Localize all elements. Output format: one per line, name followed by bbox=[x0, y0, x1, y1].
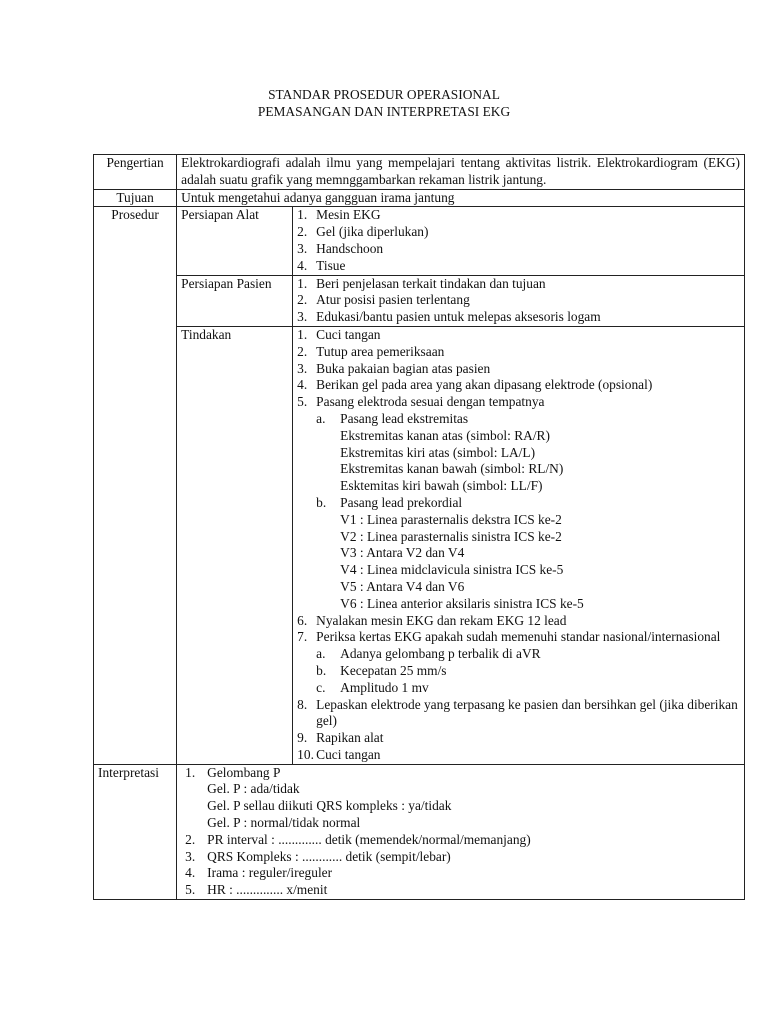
lead-ekstremitas-ra: Ekstremitas kanan atas (simbol: RA/R) bbox=[340, 427, 550, 443]
lead-v3: V3 : Antara V2 dan V4 bbox=[340, 545, 465, 561]
list-item: 5. Pasang elektroda sesuai dengan tempatnya bbox=[297, 394, 545, 410]
row-interpretasi bbox=[94, 764, 745, 899]
list-item: 2. PR interval : ............. detik (memendek/normal/memanjang) bbox=[185, 831, 531, 847]
list-item: 2. Atur posisi pasien terlentang bbox=[297, 292, 470, 308]
title-line-1: STANDAR PROSEDUR OPERASIONAL bbox=[268, 87, 500, 102]
label-pengertian: Pengertian bbox=[94, 155, 177, 190]
row-persiapan-pasien bbox=[94, 275, 745, 326]
list-item: 4. Irama : reguler/ireguler bbox=[185, 865, 333, 881]
sub-item: c. Amplitudo 1 mv bbox=[316, 679, 429, 695]
lead-ekstremitas-ll: Esktemitas kiri bawah (simbol: LL/F) bbox=[340, 478, 543, 494]
list-item: 4. Berikan gel pada area yang akan dipasang elektrode (opsional) bbox=[297, 377, 653, 393]
label-tujuan: Tujuan bbox=[94, 189, 177, 207]
sop-table bbox=[93, 154, 745, 900]
list-item: 5. HR : .............. x/menit bbox=[185, 882, 328, 898]
list-item: 2. Tutup area pemeriksaan bbox=[297, 343, 445, 359]
lead-v2: V2 : Linea parasternalis sinistra ICS ke-2 bbox=[340, 528, 562, 544]
lead-v1: V1 : Linea parasternalis dekstra ICS ke-2 bbox=[340, 511, 562, 527]
list-item: 9. Rapikan alat bbox=[297, 730, 384, 746]
gel-p-qrs: Gel. P sellau diikuti QRS kompleks : ya/tidak bbox=[207, 798, 452, 814]
row-tujuan bbox=[94, 189, 745, 207]
label-persiapan-pasien: Persiapan Pasien bbox=[177, 275, 293, 326]
title-line-2: PEMASANGAN DAN INTERPRETASI EKG bbox=[257, 104, 511, 119]
list-item: 7. Periksa kertas EKG apakah sudah memenuhi standar nasional/internasional bbox=[297, 629, 721, 645]
list-item: 3. Buka pakaian bagian atas pasien bbox=[297, 360, 491, 376]
text-tujuan: Untuk mengetahui adanya gangguan irama jantung bbox=[177, 189, 745, 207]
lead-ekstremitas-rl: Ekstremitas kanan bawah (simbol: RL/N) bbox=[340, 461, 564, 477]
list-item: 4. Tisue bbox=[297, 257, 346, 273]
gel-p-ada: Gel. P : ada/tidak bbox=[207, 781, 300, 797]
sub-item-lead-ekstremitas: a. Pasang lead ekstremitas bbox=[316, 410, 469, 426]
list-item: 6. Nyalakan mesin EKG dan rekam EKG 12 lead bbox=[297, 612, 567, 628]
list-item: 1. Mesin EKG bbox=[297, 207, 381, 223]
list-item: 3. Handschoon bbox=[297, 240, 384, 256]
list-persiapan-pasien bbox=[293, 275, 745, 326]
list-item: 1. Gelombang P bbox=[185, 764, 281, 780]
gel-p-normal: Gel. P : normal/tidak normal bbox=[207, 815, 361, 831]
list-item: 3. QRS Kompleks : ............ detik (sempit/lebar) bbox=[185, 848, 451, 864]
list-item: 10. Cuci tangan bbox=[297, 746, 381, 762]
lead-ekstremitas-la: Ekstremitas kiri atas (simbol: LA/L) bbox=[340, 444, 536, 460]
lead-v4: V4 : Linea midclavicula sinistra ICS ke-5 bbox=[340, 562, 564, 578]
lead-v5: V5 : Antara V4 dan V6 bbox=[340, 578, 465, 594]
label-prosedur: Prosedur bbox=[94, 207, 177, 764]
sub-item: a. Adanya gelombang p terbalik di aVR bbox=[316, 646, 541, 662]
list-item: 2. Gel (jika diperlukan) bbox=[297, 224, 429, 240]
label-interpretasi: Interpretasi bbox=[94, 764, 177, 899]
list-item: 3. Edukasi/bantu pasien untuk melepas aksesoris logam bbox=[297, 309, 601, 325]
document-title bbox=[0, 86, 768, 120]
list-item: 8. Lepaskan elektrode yang terpasang ke pasien dan bersihkan gel (jika diberikan gel) bbox=[297, 696, 738, 729]
list-item: 1. Cuci tangan bbox=[297, 326, 381, 342]
list-interpretasi bbox=[177, 764, 745, 899]
list-persiapan-alat bbox=[293, 207, 745, 275]
row-pengertian bbox=[94, 155, 745, 190]
text-pengertian: Elektrokardiografi adalah ilmu yang mempelajari tentang aktivitas listrik. Elektrokardiogram (EKG) adalah suatu grafik yang memnggambarkan rekaman listrik jantung. bbox=[177, 155, 745, 190]
sub-item-lead-prekordial: b. Pasang lead prekordial bbox=[316, 494, 463, 510]
row-tindakan bbox=[94, 326, 745, 764]
label-persiapan-alat: Persiapan Alat bbox=[177, 207, 293, 275]
lead-v6: V6 : Linea anterior aksilaris sinistra ICS ke-5 bbox=[340, 595, 584, 611]
list-item: 1. Beri penjelasan terkait tindakan dan tujuan bbox=[297, 275, 546, 291]
sub-item: b. Kecepatan 25 mm/s bbox=[316, 662, 447, 678]
label-tindakan: Tindakan bbox=[177, 326, 293, 764]
row-persiapan-alat bbox=[94, 207, 745, 275]
list-tindakan bbox=[293, 326, 745, 764]
